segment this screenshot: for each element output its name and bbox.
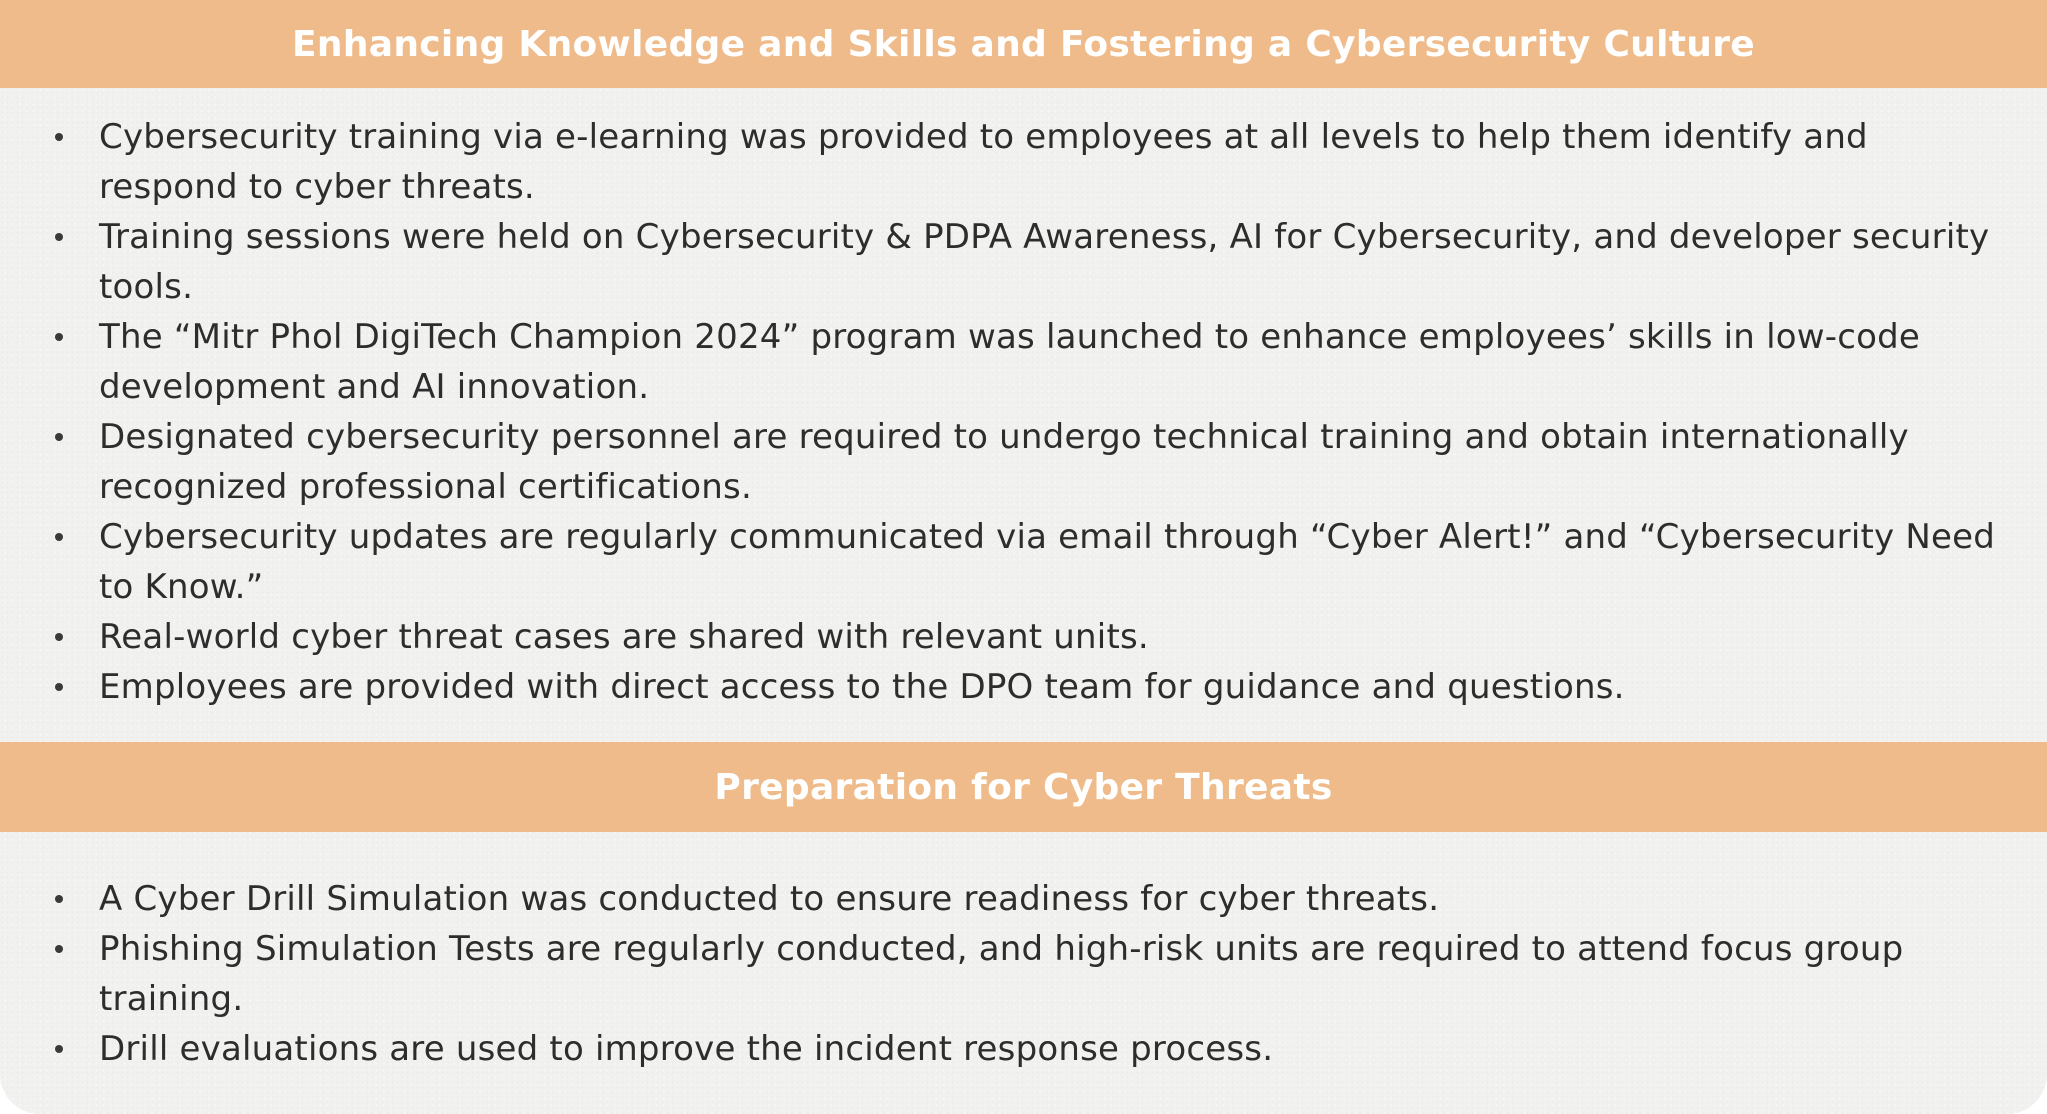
section-header-culture <box>0 0 2047 88</box>
list-item <box>0 1024 2047 1074</box>
bullet-icon <box>55 233 63 241</box>
bullet-icon <box>55 133 63 141</box>
list-item-text: Drill evaluations are used to improve the incident response process. <box>99 1029 1274 1069</box>
list-item-text: Cybersecurity training via e-learning was provided to employees at all levels to help them identify and respond to cyber threats. <box>99 117 1868 207</box>
bullet-icon <box>55 683 63 691</box>
bullet-icon <box>55 333 63 341</box>
list-item-text: Phishing Simulation Tests are regularly conducted, and high-risk units are required to attend focus group training. <box>99 929 1904 1019</box>
list-item <box>0 874 2047 924</box>
list-item <box>0 612 2047 662</box>
list-item <box>0 924 2047 1024</box>
list-item <box>0 212 2047 312</box>
bullet-icon <box>55 533 63 541</box>
section-title: Preparation for Cyber Threats <box>714 766 1333 808</box>
list-item-text: The “Mitr Phol DigiTech Champion 2024” program was launched to enhance employees’ skills in low-code development and AI innovation. <box>99 317 1920 407</box>
list-item-text: Real-world cyber threat cases are shared with relevant units. <box>99 617 1149 657</box>
section-title: Enhancing Knowledge and Skills and Fostering a Cybersecurity Culture <box>292 23 1755 65</box>
list-item-text: A Cyber Drill Simulation was conducted to ensure readiness for cyber threats. <box>99 879 1440 919</box>
bullet-icon <box>55 433 63 441</box>
bullet-list-preparation <box>0 874 2047 1074</box>
section-header-preparation <box>0 742 2047 832</box>
bullet-icon <box>55 945 63 953</box>
bullet-list-culture <box>0 112 2047 712</box>
list-item-text: Employees are provided with direct access to the DPO team for guidance and questions. <box>99 667 1625 707</box>
list-item <box>0 512 2047 612</box>
list-item-text: Designated cybersecurity personnel are required to undergo technical training and obtain internationally recognized professional certifications. <box>99 417 1909 507</box>
list-item <box>0 412 2047 512</box>
bullet-icon <box>55 1045 63 1053</box>
bullet-icon <box>55 895 63 903</box>
list-item <box>0 662 2047 712</box>
list-item <box>0 112 2047 212</box>
list-item-text: Cybersecurity updates are regularly communicated via email through “Cyber Alert!” and “Cybersecurity Need to Know.” <box>99 517 1996 607</box>
list-item-text: Training sessions were held on Cybersecurity & PDPA Awareness, AI for Cybersecurity, and developer security tools. <box>99 217 1990 307</box>
list-item <box>0 312 2047 412</box>
bullet-icon <box>55 633 63 641</box>
